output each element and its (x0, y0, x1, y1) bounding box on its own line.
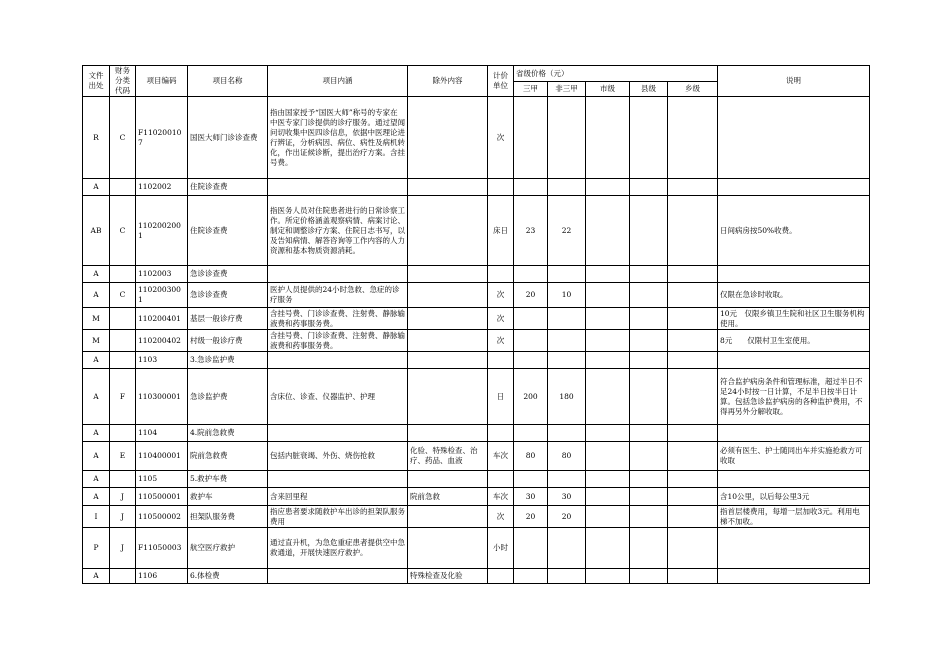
cell-content: 指应患者要求随救护车出诊的担架队服务费用 (268, 506, 408, 528)
cell-source: M (83, 308, 110, 330)
cell-note: 指首层楼费用，每增一层加收3元。利用电梯不加收。 (718, 506, 870, 528)
cell-p3 (586, 528, 630, 569)
cell-note (718, 266, 870, 283)
cell-code: 1105 (136, 471, 188, 488)
cell-p3 (586, 471, 630, 488)
cell-name: 6.体检费 (188, 569, 268, 584)
cell-name: 3.急诊监护费 (188, 352, 268, 369)
cell-exclude (408, 352, 488, 369)
cell-content: 含挂号费、门诊诊查费、注射费、静脉输液费和药事服务费。 (268, 330, 408, 352)
cell-exclude (408, 196, 488, 266)
cell-p5 (668, 308, 718, 330)
header-name: 项目名称 (188, 66, 268, 97)
header-level-5: 乡级 (668, 82, 718, 97)
cell-p4 (630, 528, 668, 569)
cell-code: 1102003 (136, 266, 188, 283)
header-code: 项目编码 (136, 66, 188, 97)
cell-p1: 20 (514, 506, 548, 528)
cell-source: A (83, 369, 110, 425)
cell-p3 (586, 308, 630, 330)
cell-p1: 80 (514, 442, 548, 471)
cell-p5 (668, 425, 718, 442)
cell-p1 (514, 179, 548, 196)
cell-p2: 30 (548, 488, 586, 506)
table-row (83, 425, 870, 442)
cell-source: A (83, 352, 110, 369)
cell-content: 通过直升机，为急危重症患者提供空中急救通道，开展快速医疗救护。 (268, 528, 408, 569)
cell-p3 (586, 488, 630, 506)
cell-p3 (586, 283, 630, 308)
cell-p3 (586, 330, 630, 352)
cell-p2 (548, 179, 586, 196)
cell-exclude (408, 283, 488, 308)
cell-note (718, 528, 870, 569)
cell-content: 含来回里程 (268, 488, 408, 506)
cell-exclude (408, 528, 488, 569)
cell-code: 1102002001 (136, 196, 188, 266)
cell-p5 (668, 442, 718, 471)
cell-code: F110200107 (136, 97, 188, 179)
cell-p1: 20 (514, 283, 548, 308)
cell-content: 含床位、诊查、仪器监护、护理 (268, 369, 408, 425)
cell-p4 (630, 308, 668, 330)
cell-p1 (514, 266, 548, 283)
cell-exclude (408, 425, 488, 442)
cell-p2 (548, 308, 586, 330)
cell-unit: 次 (488, 97, 514, 179)
cell-name: 国医大师门诊诊查费 (188, 97, 268, 179)
cell-p2 (548, 352, 586, 369)
cell-name: 急诊诊查费 (188, 266, 268, 283)
table-row (83, 528, 870, 569)
cell-source: AB (83, 196, 110, 266)
cell-code: 110300001 (136, 369, 188, 425)
cell-code: 110500001 (136, 488, 188, 506)
cell-exclude (408, 330, 488, 352)
table-row (83, 283, 870, 308)
cell-code: 110500002 (136, 506, 188, 528)
cell-p2 (548, 471, 586, 488)
cell-source: A (83, 488, 110, 506)
cell-category: J (110, 488, 136, 506)
cell-source: I (83, 506, 110, 528)
header-category: 财务分类代码 (110, 66, 136, 97)
cell-note: 必须有医生、护士随同出车并实施抢救方可收取 (718, 442, 870, 471)
cell-unit: 次 (488, 330, 514, 352)
cell-p5 (668, 266, 718, 283)
header-level-1: 三甲 (514, 82, 548, 97)
cell-note: 符合监护病房条件和管理标准，超过半日不足24小时按一日计算，不足半日按半日计算。包括急诊监护病房的各种监护费用，不得再另外分解收取。 (718, 369, 870, 425)
cell-p3 (586, 369, 630, 425)
cell-code: 110200401 (136, 308, 188, 330)
cell-p2: 10 (548, 283, 586, 308)
cell-p4 (630, 196, 668, 266)
cell-p3 (586, 179, 630, 196)
cell-p4 (630, 97, 668, 179)
cell-unit: 车次 (488, 488, 514, 506)
cell-exclude (408, 308, 488, 330)
header-level-3: 市级 (586, 82, 630, 97)
cell-unit (488, 569, 514, 584)
cell-category: C (110, 97, 136, 179)
cell-p2 (548, 528, 586, 569)
cell-note (718, 352, 870, 369)
table-row (83, 569, 870, 584)
cell-category: F (110, 369, 136, 425)
table-row (83, 196, 870, 266)
cell-name: 4.院前急救费 (188, 425, 268, 442)
cell-p1 (514, 528, 548, 569)
cell-code: 110200402 (136, 330, 188, 352)
cell-p2 (548, 330, 586, 352)
header-content: 项目内涵 (268, 66, 408, 97)
cell-note (718, 179, 870, 196)
cell-p3 (586, 569, 630, 584)
header-level-2: 非三甲 (548, 82, 586, 97)
cell-p5 (668, 569, 718, 584)
cell-content (268, 569, 408, 584)
cell-p2 (548, 569, 586, 584)
cell-category (110, 352, 136, 369)
cell-p1 (514, 330, 548, 352)
cell-p1: 200 (514, 369, 548, 425)
cell-p1 (514, 352, 548, 369)
cell-exclude: 特殊检查及化验 (408, 569, 488, 584)
cell-name: 急诊诊查费 (188, 283, 268, 308)
header-note: 说明 (718, 66, 870, 97)
cell-source: A (83, 425, 110, 442)
cell-source: A (83, 471, 110, 488)
cell-content (268, 471, 408, 488)
cell-unit: 日 (488, 369, 514, 425)
cell-category (110, 569, 136, 584)
cell-name: 担架队服务费 (188, 506, 268, 528)
cell-p5 (668, 97, 718, 179)
cell-name: 院前急救费 (188, 442, 268, 471)
cell-unit (488, 471, 514, 488)
cell-code: 1104 (136, 425, 188, 442)
cell-exclude (408, 97, 488, 179)
cell-note: 仅限在急诊时收取。 (718, 283, 870, 308)
table-row (83, 352, 870, 369)
cell-p2 (548, 266, 586, 283)
cell-p2: 22 (548, 196, 586, 266)
cell-category (110, 471, 136, 488)
cell-content (268, 179, 408, 196)
cell-exclude (408, 369, 488, 425)
cell-name: 5.救护车费 (188, 471, 268, 488)
cell-category (110, 330, 136, 352)
cell-source: A (83, 442, 110, 471)
table-row (83, 471, 870, 488)
cell-p5 (668, 352, 718, 369)
cell-unit (488, 266, 514, 283)
price-table (82, 65, 870, 584)
cell-code: 1103 (136, 352, 188, 369)
cell-name: 住院诊查费 (188, 179, 268, 196)
cell-note: 8元 仅限村卫生室使用。 (718, 330, 870, 352)
header-source: 文件出处 (83, 66, 110, 97)
cell-p5 (668, 488, 718, 506)
cell-unit: 小时 (488, 528, 514, 569)
cell-note: 含10公里，以后每公里3元 (718, 488, 870, 506)
cell-category (110, 179, 136, 196)
cell-p4 (630, 369, 668, 425)
cell-p3 (586, 196, 630, 266)
cell-exclude (408, 471, 488, 488)
table-row (83, 266, 870, 283)
cell-category: C (110, 196, 136, 266)
cell-exclude (408, 179, 488, 196)
cell-note: 日间病房按50%收费。 (718, 196, 870, 266)
cell-unit: 车次 (488, 442, 514, 471)
cell-p3 (586, 506, 630, 528)
cell-p2: 80 (548, 442, 586, 471)
cell-unit (488, 352, 514, 369)
cell-p3 (586, 97, 630, 179)
cell-p5 (668, 506, 718, 528)
cell-content (268, 425, 408, 442)
cell-unit: 次 (488, 283, 514, 308)
table-row (83, 330, 870, 352)
cell-note (718, 569, 870, 584)
cell-content: 含挂号费、门诊诊查费、注射费、静脉输液费和药事服务费。 (268, 308, 408, 330)
cell-content (268, 352, 408, 369)
table-row (83, 97, 870, 179)
cell-category (110, 308, 136, 330)
cell-exclude: 院前急救 (408, 488, 488, 506)
cell-p3 (586, 442, 630, 471)
table-row (83, 308, 870, 330)
cell-p1: 30 (514, 488, 548, 506)
cell-name: 航空医疗救护 (188, 528, 268, 569)
cell-category (110, 425, 136, 442)
cell-unit: 床日 (488, 196, 514, 266)
cell-unit: 次 (488, 506, 514, 528)
cell-p2: 20 (548, 506, 586, 528)
cell-code: 1102003001 (136, 283, 188, 308)
cell-p4 (630, 352, 668, 369)
cell-unit (488, 179, 514, 196)
cell-p4 (630, 179, 668, 196)
cell-category: J (110, 506, 136, 528)
cell-p5 (668, 283, 718, 308)
cell-source: A (83, 266, 110, 283)
cell-category (110, 266, 136, 283)
table-row (83, 442, 870, 471)
cell-note: 10元 仅限乡镇卫生院和社区卫生服务机构使用。 (718, 308, 870, 330)
cell-p4 (630, 569, 668, 584)
cell-p1 (514, 471, 548, 488)
table-row (83, 179, 870, 196)
cell-name: 住院诊查费 (188, 196, 268, 266)
cell-p4 (630, 488, 668, 506)
cell-name: 急诊监护费 (188, 369, 268, 425)
cell-unit: 次 (488, 308, 514, 330)
cell-content (268, 266, 408, 283)
cell-name: 基层一般诊疗费 (188, 308, 268, 330)
cell-content: 医护人员提供的24小时急救、急症的诊疗服务 (268, 283, 408, 308)
cell-exclude (408, 506, 488, 528)
table-row (83, 488, 870, 506)
cell-note (718, 471, 870, 488)
cell-p1 (514, 569, 548, 584)
cell-unit (488, 425, 514, 442)
cell-code: 1102002 (136, 179, 188, 196)
cell-p1: 23 (514, 196, 548, 266)
cell-category: C (110, 283, 136, 308)
table-row (83, 369, 870, 425)
cell-exclude: 化验、特殊检查、治疗、药品、血液 (408, 442, 488, 471)
cell-p1 (514, 425, 548, 442)
cell-p3 (586, 352, 630, 369)
cell-name: 救护车 (188, 488, 268, 506)
cell-exclude (408, 266, 488, 283)
cell-p4 (630, 330, 668, 352)
header-exclude: 除外内容 (408, 66, 488, 97)
cell-p5 (668, 528, 718, 569)
cell-content: 包括内脏衰竭、外伤、烧伤抢救 (268, 442, 408, 471)
cell-p4 (630, 266, 668, 283)
cell-p4 (630, 442, 668, 471)
cell-p1 (514, 308, 548, 330)
cell-p3 (586, 425, 630, 442)
cell-source: A (83, 283, 110, 308)
cell-note (718, 425, 870, 442)
cell-source: P (83, 528, 110, 569)
header-price-group: 省级价格（元） (514, 66, 718, 82)
cell-source: M (83, 330, 110, 352)
table-row (83, 506, 870, 528)
cell-p5 (668, 330, 718, 352)
cell-p2: 180 (548, 369, 586, 425)
cell-p3 (586, 266, 630, 283)
cell-code: 110400001 (136, 442, 188, 471)
cell-p2 (548, 97, 586, 179)
header-level-4: 县级 (630, 82, 668, 97)
cell-p2 (548, 425, 586, 442)
cell-p5 (668, 196, 718, 266)
cell-source: A (83, 179, 110, 196)
cell-p4 (630, 471, 668, 488)
header-unit: 计价单位 (488, 66, 514, 97)
cell-p4 (630, 283, 668, 308)
cell-p5 (668, 369, 718, 425)
cell-source: A (83, 569, 110, 584)
cell-p4 (630, 425, 668, 442)
cell-source: R (83, 97, 110, 179)
cell-p5 (668, 179, 718, 196)
cell-note (718, 97, 870, 179)
cell-code: F11050003 (136, 528, 188, 569)
cell-p1 (514, 97, 548, 179)
cell-name: 村级一般诊疗费 (188, 330, 268, 352)
cell-category: J (110, 528, 136, 569)
cell-content: 指由国家授予“国医大师”称号的专家在中医专家门诊提供的诊疗服务。通过望闻问切收集中医四诊信息，依据中医理论进行辨证，分析病因、病位、病性及病机转化，作出证候诊断，提出治疗方案。含挂号费。 (268, 97, 408, 179)
cell-category: E (110, 442, 136, 471)
cell-code: 1106 (136, 569, 188, 584)
cell-content: 指医务人员对住院患者进行的日常诊察工作。所定价格涵盖观察病情、病案讨论、制定和调整诊疗方案、住院日志书写，以及告知病情、解答咨询等工作内容的人力资源和基本物质资源消耗。 (268, 196, 408, 266)
cell-p4 (630, 506, 668, 528)
cell-p5 (668, 471, 718, 488)
